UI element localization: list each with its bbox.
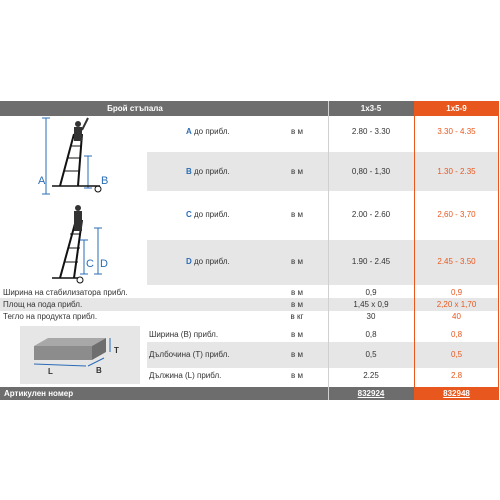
row-a-unit: в м: [291, 127, 303, 136]
row-a-text: до прибл.: [191, 127, 230, 136]
row-b-text: до прибл.: [191, 167, 230, 176]
row-pack-length-val-1: 2.25: [363, 371, 379, 380]
article-number-2[interactable]: 832948: [414, 387, 499, 400]
letter-a: A: [186, 127, 192, 136]
row-pack-length-label: Дължина (L) прибл.: [149, 371, 222, 380]
box-letter-l: L: [48, 367, 53, 376]
row-pack-length-unit: в м: [291, 371, 303, 380]
package-box-diagram: [20, 326, 140, 384]
row-b-label: [186, 167, 230, 177]
header-col-2: 1x5-9: [414, 101, 499, 116]
row-pack-depth-val-1: 0,5: [365, 350, 377, 359]
row-pack-width-label: Ширина (B) прибл.: [149, 330, 219, 339]
row-c-val-1: 2.00 - 2.60: [351, 210, 391, 219]
row-b-val-1: 0,80 - 1,30: [351, 167, 391, 176]
row-c-text: до прибл.: [191, 210, 230, 219]
row-weight-val-2: 40: [452, 312, 461, 321]
row-c-val-2: 2,60 - 3,70: [437, 210, 476, 219]
row-pack-depth-label: Дълбочина (T) прибл.: [149, 350, 230, 359]
diagram-letter-c: C: [86, 258, 94, 270]
row-weight-unit: в кг: [290, 312, 304, 321]
row-floor-val-1: 1,45 x 0,9: [353, 300, 389, 309]
diagram-letter-b: B: [101, 175, 109, 187]
box-letter-b: B: [96, 366, 102, 375]
row-floor-val-2: 2,20 x 1,70: [436, 300, 477, 309]
row-d-label: [186, 257, 230, 267]
row-pack-width-val-1: 0,8: [365, 330, 377, 339]
row-pack-length-val-2: 2.8: [450, 371, 463, 380]
row-d-val-1: 1.90 - 2.45: [351, 257, 391, 266]
ladder-dimension-diagram-ab: [30, 116, 147, 198]
column-divider: [328, 101, 329, 400]
row-a-val-2: 3.30 - 4.35: [437, 127, 476, 136]
letter-b: B: [186, 167, 192, 176]
row-floor-unit: в м: [291, 300, 303, 309]
row-a-label: [186, 127, 230, 137]
row-c-label: [186, 210, 230, 220]
row-floor-label: Площ на пода прибл.: [3, 300, 83, 309]
header-title: Брой стъпала: [107, 104, 163, 113]
row-d-text: до прибл.: [191, 257, 230, 266]
row-pack-depth-val-2: 0,5: [450, 350, 463, 359]
row-pack-width-val-2: 0,8: [450, 330, 463, 339]
row-d-val-2: 2.45 - 3.50: [437, 257, 476, 266]
ladder-dimension-diagram-cd: [30, 200, 147, 285]
row-b-val-2: 1.30 - 2.35: [437, 167, 476, 176]
row-b-unit: в м: [291, 167, 303, 176]
diagram-letter-a: A: [38, 175, 46, 187]
row-pack-depth-unit: в м: [291, 350, 303, 359]
row-stabilizer-label: Ширина на стабилизатора прибл.: [3, 288, 128, 297]
article-number-1[interactable]: 832924: [328, 387, 414, 400]
row-stabilizer-val-1: 0,9: [365, 288, 377, 297]
row-pack-width-unit: в м: [291, 330, 303, 339]
row-weight-val-1: 30: [366, 312, 376, 321]
row-d-unit: в м: [291, 257, 303, 266]
letter-d: D: [186, 257, 192, 266]
article-label: Артикулен номер: [0, 387, 328, 400]
row-c-unit: в м: [291, 210, 303, 219]
diagram-letter-d: D: [100, 258, 108, 270]
row-stabilizer-val-2: 0,9: [450, 288, 463, 297]
letter-c: C: [186, 210, 192, 219]
header-col-1: 1x3-5: [328, 101, 414, 116]
row-weight-label: Тегло на продукта прибл.: [3, 312, 98, 321]
row-stabilizer-unit: в м: [291, 288, 303, 297]
box-letter-t: T: [114, 346, 119, 355]
row-a-val-1: 2.80 - 3.30: [351, 127, 391, 136]
